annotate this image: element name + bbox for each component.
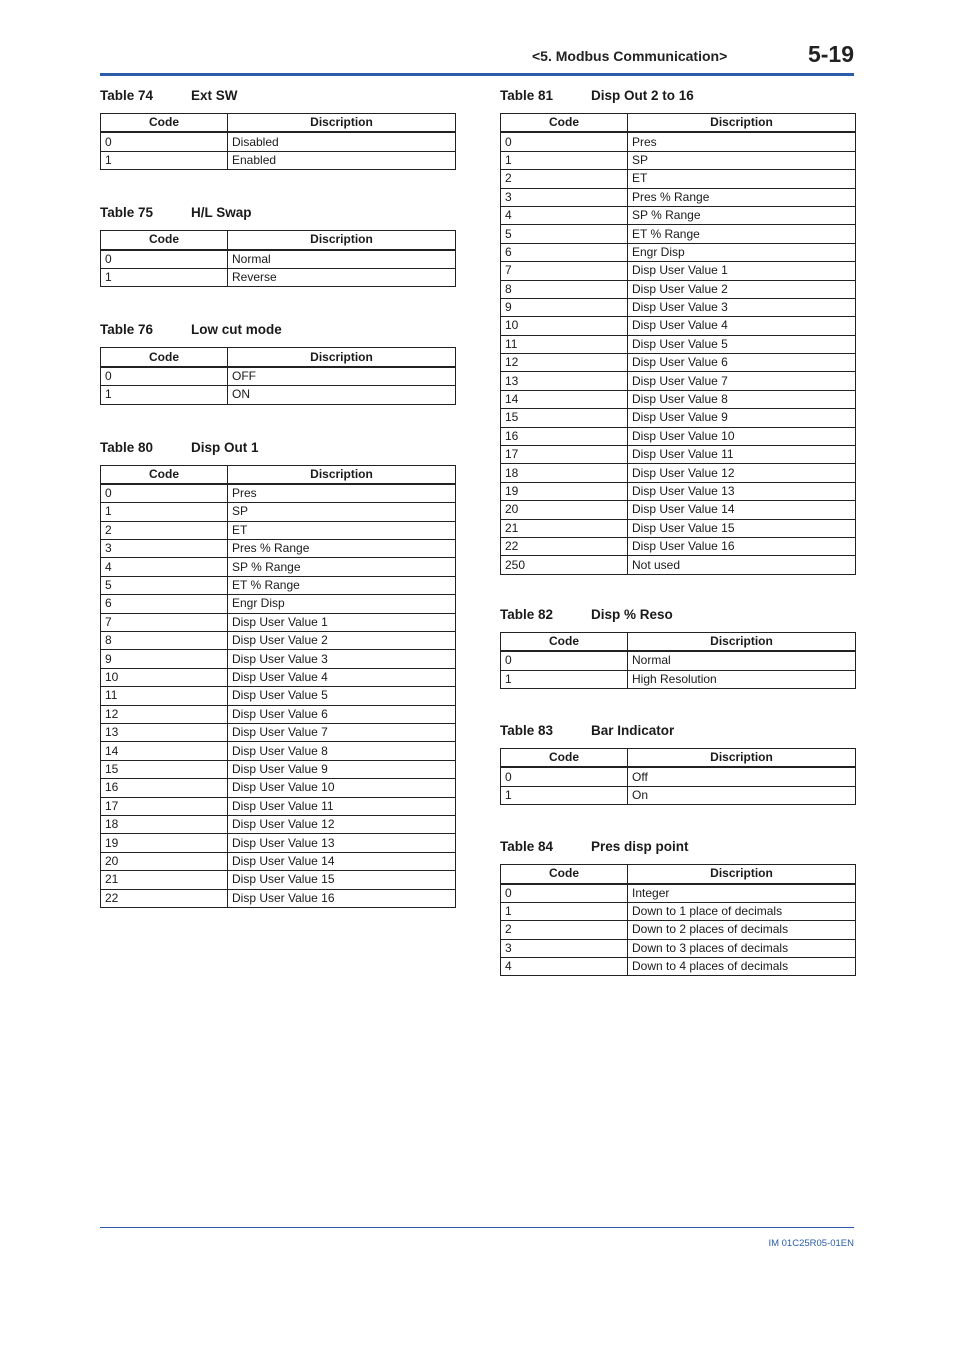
table-header-row — [101, 114, 456, 133]
description-cell: On — [628, 786, 856, 804]
column-header-code: Code — [101, 114, 228, 133]
description-cell: Disp User Value 7 — [228, 723, 456, 741]
code-cell: 11 — [101, 687, 228, 705]
table-title: Disp Out 2 to 16 — [591, 88, 694, 103]
table-row — [501, 298, 856, 316]
code-cell: 19 — [501, 482, 628, 500]
code-cell: 0 — [101, 250, 228, 269]
code-cell: 5 — [101, 576, 228, 594]
table-block — [500, 607, 855, 689]
table-row — [501, 335, 856, 353]
description-cell: Off — [628, 767, 856, 786]
table-row — [501, 884, 856, 903]
table-row — [101, 815, 456, 833]
description-cell: Disp User Value 3 — [228, 650, 456, 668]
description-cell: Disp User Value 15 — [628, 519, 856, 537]
table-row — [501, 501, 856, 519]
table-header-row — [501, 748, 856, 767]
description-cell: Disp User Value 2 — [628, 280, 856, 298]
table-row — [501, 170, 856, 188]
table-row — [501, 902, 856, 920]
table-row — [501, 372, 856, 390]
code-cell: 9 — [501, 298, 628, 316]
table-row — [101, 595, 456, 613]
code-cell: 0 — [501, 132, 628, 151]
description-cell: Disp User Value 1 — [228, 613, 456, 631]
table-row — [501, 317, 856, 335]
code-cell: 2 — [501, 170, 628, 188]
code-cell: 6 — [501, 243, 628, 261]
description-cell: Disp User Value 3 — [628, 298, 856, 316]
table-row — [101, 889, 456, 907]
table-header-row — [501, 865, 856, 884]
code-cell: 0 — [501, 767, 628, 786]
code-cell: 2 — [101, 521, 228, 539]
column-header-code: Code — [501, 865, 628, 884]
table-row — [501, 225, 856, 243]
code-table — [100, 113, 456, 170]
table-title: Ext SW — [191, 88, 238, 103]
description-cell: SP % Range — [228, 558, 456, 576]
column-header-code: Code — [101, 465, 228, 484]
code-cell: 1 — [501, 151, 628, 169]
table-row — [101, 779, 456, 797]
code-cell: 7 — [101, 613, 228, 631]
table-caption — [100, 88, 455, 104]
description-cell: Disp User Value 5 — [628, 335, 856, 353]
table-row — [501, 464, 856, 482]
code-cell: 2 — [501, 921, 628, 939]
table-block — [100, 88, 455, 170]
left-column — [100, 88, 455, 908]
code-cell: 0 — [101, 367, 228, 386]
table-caption — [100, 205, 455, 221]
code-cell: 19 — [101, 834, 228, 852]
table-row — [501, 262, 856, 280]
code-cell: 8 — [101, 632, 228, 650]
table-row — [501, 390, 856, 408]
table-number: Table 75 — [100, 205, 154, 221]
code-cell: 1 — [101, 151, 228, 169]
table-row — [501, 958, 856, 976]
code-cell: 15 — [101, 760, 228, 778]
column-header-description: Discription — [628, 865, 856, 884]
code-cell: 1 — [101, 386, 228, 404]
column-header-description: Discription — [628, 748, 856, 767]
description-cell: Disp User Value 8 — [628, 390, 856, 408]
table-row — [501, 651, 856, 670]
table-row — [501, 537, 856, 555]
code-table — [100, 465, 456, 908]
table-caption — [500, 839, 855, 855]
code-cell: 4 — [501, 206, 628, 224]
table-row — [101, 558, 456, 576]
header-page-number: 5-19 — [807, 41, 854, 67]
header-section-title: <5. Modbus Communication> — [532, 48, 728, 64]
table-header-row — [501, 114, 856, 133]
table-row — [501, 132, 856, 151]
table-header-row — [101, 348, 456, 367]
description-cell: Disp User Value 16 — [628, 537, 856, 555]
code-cell: 8 — [501, 280, 628, 298]
table-row — [501, 921, 856, 939]
code-cell: 11 — [501, 335, 628, 353]
code-cell: 15 — [501, 409, 628, 427]
description-cell: Engr Disp — [628, 243, 856, 261]
table-row — [501, 427, 856, 445]
code-cell: 0 — [501, 651, 628, 670]
description-cell: Disp User Value 10 — [628, 427, 856, 445]
code-cell: 18 — [501, 464, 628, 482]
description-cell: Disp User Value 12 — [228, 815, 456, 833]
code-table — [500, 113, 856, 575]
description-cell: ET — [628, 170, 856, 188]
code-cell: 12 — [501, 354, 628, 372]
code-table — [100, 347, 456, 404]
code-cell: 7 — [501, 262, 628, 280]
code-cell: 3 — [101, 540, 228, 558]
description-cell: Disabled — [228, 132, 456, 151]
description-cell: Disp User Value 9 — [628, 409, 856, 427]
code-cell: 14 — [101, 742, 228, 760]
column-header-code: Code — [501, 632, 628, 651]
table-row — [501, 446, 856, 464]
table-block — [100, 440, 455, 908]
description-cell: Down to 2 places of decimals — [628, 921, 856, 939]
table-block — [500, 723, 855, 805]
description-cell: ET % Range — [628, 225, 856, 243]
column-header-description: Discription — [628, 632, 856, 651]
code-cell: 16 — [501, 427, 628, 445]
code-cell: 16 — [101, 779, 228, 797]
description-cell: ON — [228, 386, 456, 404]
code-cell: 4 — [501, 958, 628, 976]
description-cell: Pres — [628, 132, 856, 151]
table-row — [101, 132, 456, 151]
description-cell: ET — [228, 521, 456, 539]
code-cell: 3 — [501, 188, 628, 206]
table-row — [101, 386, 456, 404]
description-cell: SP — [228, 503, 456, 521]
code-cell: 13 — [501, 372, 628, 390]
table-row — [501, 767, 856, 786]
table-number: Table 76 — [100, 322, 154, 338]
column-header-code: Code — [501, 748, 628, 767]
table-row — [501, 670, 856, 688]
description-cell: SP — [628, 151, 856, 169]
table-row — [101, 367, 456, 386]
code-cell: 0 — [101, 132, 228, 151]
description-cell: Reverse — [228, 268, 456, 286]
column-header-description: Discription — [228, 231, 456, 250]
column-header-description: Discription — [228, 114, 456, 133]
description-cell: Disp User Value 6 — [628, 354, 856, 372]
table-header-row — [501, 632, 856, 651]
table-row — [101, 151, 456, 169]
table-row — [101, 503, 456, 521]
code-cell: 22 — [501, 537, 628, 555]
code-cell: 1 — [101, 268, 228, 286]
description-cell: Integer — [628, 884, 856, 903]
code-cell: 21 — [101, 871, 228, 889]
description-cell: Pres % Range — [228, 540, 456, 558]
table-title: Disp % Reso — [591, 606, 673, 622]
table-row — [101, 484, 456, 503]
table-row — [101, 650, 456, 668]
description-cell: Disp User Value 10 — [228, 779, 456, 797]
description-cell: Disp User Value 13 — [628, 482, 856, 500]
column-header-description: Discription — [628, 114, 856, 133]
code-cell: 0 — [101, 484, 228, 503]
footer-rule — [100, 1227, 854, 1228]
description-cell: Enabled — [228, 151, 456, 169]
code-cell: 0 — [501, 884, 628, 903]
code-cell: 250 — [501, 556, 628, 574]
code-cell: 1 — [101, 503, 228, 521]
column-header-code: Code — [501, 114, 628, 133]
table-caption — [500, 88, 855, 104]
footer-doc-id: IM 01C25R05-01EN — [768, 1238, 854, 1249]
table-row — [101, 742, 456, 760]
code-cell: 20 — [101, 852, 228, 870]
description-cell: OFF — [228, 367, 456, 386]
table-block — [100, 322, 455, 404]
code-cell: 1 — [501, 670, 628, 688]
code-table — [500, 864, 856, 976]
column-header-description: Discription — [228, 348, 456, 367]
table-row — [501, 206, 856, 224]
table-row — [501, 354, 856, 372]
description-cell: Disp User Value 4 — [228, 668, 456, 686]
code-cell: 14 — [501, 390, 628, 408]
table-row — [101, 852, 456, 870]
description-cell: Disp User Value 12 — [628, 464, 856, 482]
code-cell: 9 — [101, 650, 228, 668]
table-row — [501, 519, 856, 537]
right-column — [500, 88, 855, 976]
table-header-row — [101, 465, 456, 484]
table-row — [101, 871, 456, 889]
table-row — [501, 556, 856, 574]
table-row — [101, 540, 456, 558]
description-cell: Disp User Value 2 — [228, 632, 456, 650]
table-row — [101, 576, 456, 594]
table-row — [501, 188, 856, 206]
table-caption — [500, 607, 855, 623]
description-cell: Disp User Value 14 — [628, 501, 856, 519]
table-row — [501, 151, 856, 169]
table-row — [101, 723, 456, 741]
description-cell: Disp User Value 11 — [628, 446, 856, 464]
table-row — [101, 268, 456, 286]
header-rule — [100, 73, 854, 76]
table-row — [101, 760, 456, 778]
description-cell: ET % Range — [228, 576, 456, 594]
description-cell: Pres — [228, 484, 456, 503]
table-title: Low cut mode — [191, 322, 282, 338]
table-number: Table 84 — [500, 839, 554, 855]
description-cell: Down to 4 places of decimals — [628, 958, 856, 976]
description-cell: Disp User Value 13 — [228, 834, 456, 852]
table-title: Pres disp point — [591, 839, 689, 855]
table-block — [100, 205, 455, 287]
table-row — [101, 613, 456, 631]
table-row — [101, 834, 456, 852]
table-row — [101, 632, 456, 650]
table-header-row — [101, 231, 456, 250]
description-cell: Disp User Value 16 — [228, 889, 456, 907]
code-cell: 3 — [501, 939, 628, 957]
code-cell: 1 — [501, 902, 628, 920]
code-cell: 10 — [501, 317, 628, 335]
table-row — [101, 668, 456, 686]
description-cell: Disp User Value 4 — [628, 317, 856, 335]
column-header-description: Discription — [228, 465, 456, 484]
code-cell: 5 — [501, 225, 628, 243]
code-cell: 1 — [501, 786, 628, 804]
table-row — [501, 409, 856, 427]
code-table — [500, 748, 856, 805]
table-row — [501, 786, 856, 804]
table-title: H/L Swap — [191, 205, 252, 221]
description-cell: Pres % Range — [628, 188, 856, 206]
description-cell: Down to 3 places of decimals — [628, 939, 856, 957]
code-table — [100, 230, 456, 287]
table-caption — [100, 322, 455, 338]
description-cell: Disp User Value 1 — [628, 262, 856, 280]
table-row — [101, 705, 456, 723]
table-row — [501, 482, 856, 500]
table-row — [101, 250, 456, 269]
code-cell: 13 — [101, 723, 228, 741]
description-cell: Disp User Value 11 — [228, 797, 456, 815]
code-cell: 10 — [101, 668, 228, 686]
description-cell: Disp User Value 5 — [228, 687, 456, 705]
table-number: Table 80 — [100, 439, 154, 455]
description-cell: SP % Range — [628, 206, 856, 224]
description-cell: Disp User Value 14 — [228, 852, 456, 870]
code-table — [500, 632, 856, 689]
description-cell: Disp User Value 9 — [228, 760, 456, 778]
table-row — [501, 243, 856, 261]
description-cell: Normal — [628, 651, 856, 670]
description-cell: Disp User Value 15 — [228, 871, 456, 889]
description-cell: Disp User Value 6 — [228, 705, 456, 723]
table-title: Disp Out 1 — [191, 439, 259, 455]
code-cell: 4 — [101, 558, 228, 576]
description-cell: Down to 1 place of decimals — [628, 902, 856, 920]
table-number: Table 83 — [500, 722, 554, 738]
code-cell: 17 — [501, 446, 628, 464]
table-number: Table 81 — [500, 88, 554, 103]
table-row — [101, 521, 456, 539]
column-header-code: Code — [101, 348, 228, 367]
table-row — [501, 939, 856, 957]
table-number: Table 82 — [500, 606, 554, 622]
table-caption — [100, 440, 455, 456]
table-caption — [500, 723, 855, 739]
description-cell: Disp User Value 8 — [228, 742, 456, 760]
code-cell: 6 — [101, 595, 228, 613]
code-cell: 12 — [101, 705, 228, 723]
table-block — [500, 88, 855, 575]
code-cell: 20 — [501, 501, 628, 519]
column-header-code: Code — [101, 231, 228, 250]
description-cell: High Resolution — [628, 670, 856, 688]
table-title: Bar Indicator — [591, 722, 675, 738]
table-block — [500, 839, 855, 976]
table-row — [101, 687, 456, 705]
table-row — [101, 797, 456, 815]
code-cell: 18 — [101, 815, 228, 833]
table-number: Table 74 — [100, 88, 154, 103]
description-cell: Normal — [228, 250, 456, 269]
code-cell: 17 — [101, 797, 228, 815]
description-cell: Not used — [628, 556, 856, 574]
description-cell: Engr Disp — [228, 595, 456, 613]
code-cell: 22 — [101, 889, 228, 907]
code-cell: 21 — [501, 519, 628, 537]
table-row — [501, 280, 856, 298]
description-cell: Disp User Value 7 — [628, 372, 856, 390]
